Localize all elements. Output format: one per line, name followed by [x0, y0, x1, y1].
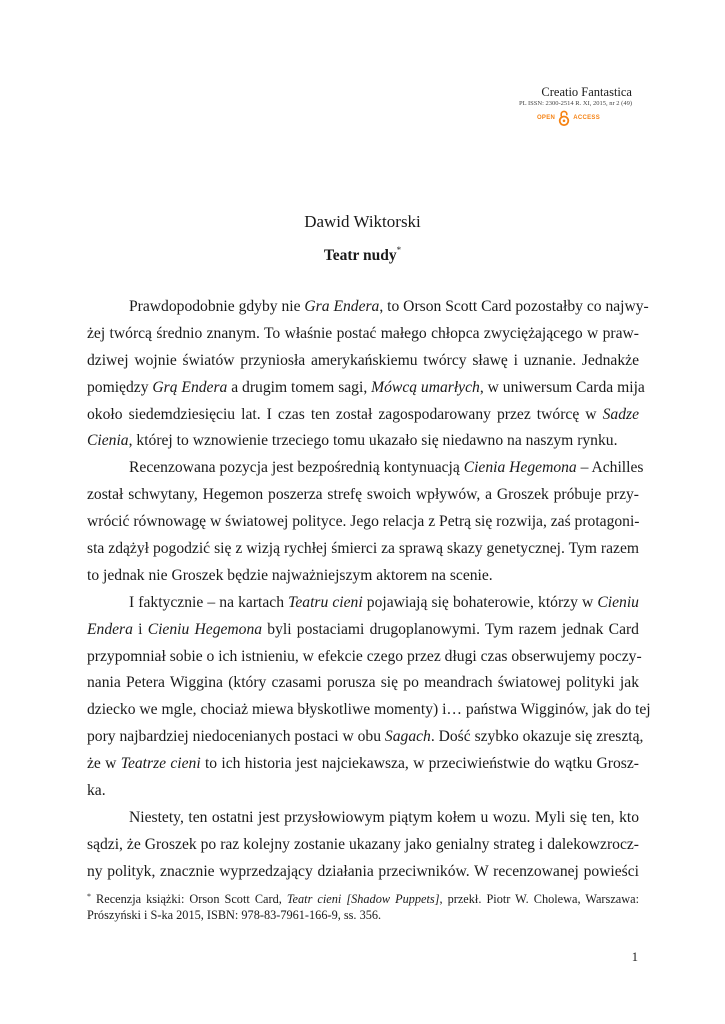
body-line	[87, 348, 639, 375]
body-line	[87, 482, 639, 509]
body-line	[87, 509, 639, 536]
text-run: I faktycznie – na kartach	[129, 593, 289, 611]
body-line	[87, 859, 639, 886]
text-run: około siedemdziesięciu lat. I czas ten został zagospodarowany przez twórcę w	[87, 405, 603, 423]
italic-title-text: Cienia Hegemona	[463, 459, 577, 477]
body-line	[87, 805, 639, 832]
text-run: sądzi, że Groszek po raz kolejny zostanie ukazany jako genialny strateg i dalekowzrocz-	[87, 835, 639, 853]
italic-title-text: Teatr cieni [Shadow Puppets]	[286, 892, 440, 906]
text-run: Recenzja książki: Orson Scott Card,	[91, 892, 287, 906]
text-run: nania Petera Wiggina (który czasami porusza się po meandrach światowej polityki jak	[87, 674, 639, 692]
italic-title-text: Teatrze cieni	[120, 755, 201, 773]
italic-title-text: Grą Endera	[152, 378, 228, 396]
text-run: wrócić równowagę w światowej polityce. Jego relacja z Petrą się rozwija, zaś protagoni-	[87, 513, 640, 531]
text-run: , w uniwersum Carda mija	[479, 378, 645, 396]
body-line	[87, 697, 651, 724]
journal-header	[519, 85, 632, 126]
text-run: , to Orson Scott Card pozostałby co najwy-	[379, 298, 649, 315]
open-access-badge	[519, 110, 632, 126]
footnote	[87, 887, 639, 925]
body-line	[87, 724, 644, 751]
text-run: Prószyński i S-ka 2015, ISBN: 978-83-7961-166-9, ss. 356.	[87, 908, 382, 922]
text-run: Prawdopodobnie gdyby nie	[129, 298, 305, 315]
journal-name: Creatio Fantastica	[541, 85, 632, 99]
text-run: żej twórcą średnio znanym. To właśnie postać małego chłopca zwyciężającego w praw-	[87, 324, 639, 342]
text-run: to ich historia jest najciekawsza, w przeciwieństwie do wątku Grosz-	[200, 755, 639, 773]
text-run: przypomniał sobie o ich istnieniu, w efekcie czego przez długi czas obserwujemy poczy-	[87, 647, 642, 665]
text-run: został schwytany, Hegemon poszerza strefę swoich wpływów, a Groszek próbuje przy-	[87, 486, 639, 504]
body-line	[87, 455, 644, 482]
italic-title-text: Gra Endera	[304, 298, 380, 315]
text-run: dziwej wojnie światów przyniosła amerykańskiemu twórcy sławę i uznanie. Jednakże	[87, 351, 639, 369]
italic-title-text: Endera	[87, 620, 133, 638]
italic-title-text: Sagach	[384, 728, 431, 746]
text-run: Niestety, ten ostatni jest przysłowiowym piątym kołem u wozu. Myli się ten, kto	[129, 808, 639, 826]
open-label: OPEN	[536, 115, 556, 121]
article-title: Teatr nudy	[323, 247, 397, 264]
body-line	[87, 751, 639, 778]
article-author: Dawid Wiktorski	[304, 212, 421, 231]
body-line	[87, 617, 639, 644]
text-run: – Achilles	[576, 459, 644, 477]
text-run: dziecko we mgle, chociaż miewa błyskotliwe momenty) i… państwa Wigginów, jak do tej	[87, 701, 651, 719]
text-run: i	[132, 620, 148, 638]
title-footnote-mark: *	[396, 245, 402, 255]
body-line	[87, 536, 639, 563]
text-run: pomiędzy	[87, 378, 153, 396]
text-run: . Dość szybko okazuje się zresztą,	[430, 728, 644, 746]
italic-title-text: Sadze	[602, 405, 639, 423]
italic-title-text: Cienia	[87, 432, 129, 450]
text-run: , której to wznowienie trzeciego tomu ukazało się niedawno na naszym rynku.	[128, 432, 618, 450]
text-run: pojawiają się bohaterowie, którzy w	[362, 593, 598, 611]
body-line	[87, 428, 639, 455]
body-line	[87, 644, 642, 671]
text-run: a drugim tomem sagi,	[227, 378, 372, 396]
footnote-line	[87, 906, 639, 925]
body-line	[87, 563, 639, 590]
body-line	[87, 832, 639, 859]
italic-title-text: Cieniu	[597, 593, 639, 611]
body-line	[87, 321, 639, 348]
text-run: to jednak nie Groszek będzie najważniejszym aktorem na scenie.	[87, 566, 493, 584]
body-line	[87, 778, 639, 805]
text-run: pory najbardziej niedocenianych postaci w obu	[87, 728, 385, 746]
text-run: byli postaciami drugoplanowymi. Tym razem jednak Card	[262, 620, 639, 638]
body-line	[87, 590, 639, 617]
footnote-line	[87, 887, 639, 906]
italic-title-text: Mówcą umarłych	[371, 378, 480, 396]
body-line	[87, 402, 639, 429]
text-run: ny polityk, znacznie wyprzedzający działania przeciwników. W recenzowanej powieści	[87, 862, 639, 880]
text-run: , przekł. Piotr W. Cholewa, Warszawa:	[439, 892, 639, 906]
footnote-mark: *	[87, 892, 91, 901]
italic-title-text: Cieniu Hegemona	[147, 620, 263, 638]
text-run: ka.	[87, 782, 106, 800]
article-title-line	[0, 245, 725, 265]
journal-issn: PL ISSN: 2300-2514 R. XI, 2015, nr 2 (49)	[519, 100, 632, 107]
text-run: że w	[87, 755, 121, 773]
text-run: sta zdążył pogodzić się z wizją rychłej śmierci za sprawą skazy genetycznej. Tym razem	[87, 540, 639, 558]
italic-title-text: Teatru cieni	[288, 593, 363, 611]
body-line	[87, 375, 645, 402]
page-number: 1	[631, 950, 638, 964]
open-access-lock-icon	[558, 110, 570, 126]
article-body	[87, 294, 651, 886]
body-line	[87, 670, 639, 697]
body-line	[87, 294, 649, 321]
access-label: ACCESS	[573, 115, 600, 121]
text-run: Recenzowana pozycja jest bezpośrednią kontynuacją	[129, 459, 464, 477]
